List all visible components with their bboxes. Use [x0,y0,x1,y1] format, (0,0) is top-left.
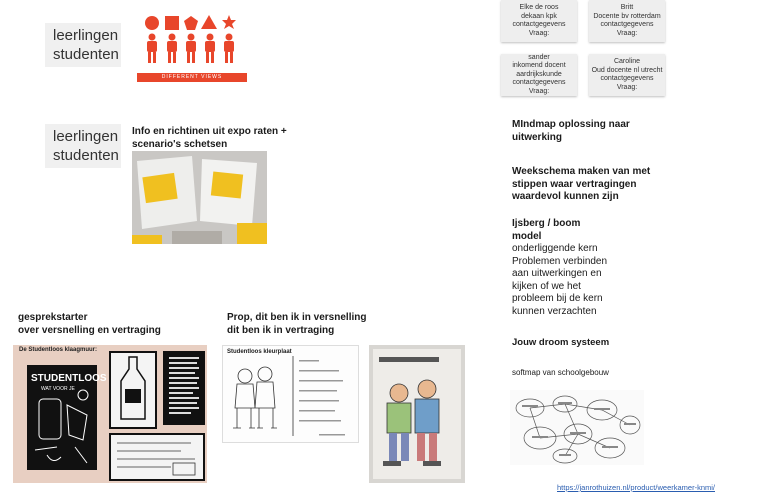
label-studenten: studenten [53,147,119,164]
heading-line: Info en richtinen uit expo raten + [132,126,287,137]
sticky-line: dekaan kpk [521,12,557,20]
kleurplaat-worksheet [222,345,359,443]
softmap-sketch [510,390,644,465]
poster-panel-left [27,365,107,470]
poster-panel-middle [109,351,157,429]
sticky-line: sander [528,53,550,61]
sticky-line: contactgegevens [600,75,654,82]
sticky-line: inkomend docent [512,62,566,70]
expo-image [132,151,267,244]
bottle-sketch [111,353,155,427]
heading-gesprekstarter [18,312,208,337]
worksheet-title: Studentloos kleurplaat [227,349,292,355]
poster-text-lines [163,351,205,425]
heading-line: gesprekstarter [18,312,88,323]
sticky-line: contactgegevens [600,21,654,28]
ijsberg-text [512,218,662,318]
people-shapes-icon [137,12,247,82]
sticky-line: Caroline [613,58,641,65]
heading-line: dit ben ik in vertraging [227,324,335,336]
text-line: kunnen verzachten [512,305,597,317]
softmap-image [510,390,644,465]
sticky-note-elke[interactable] [501,0,577,42]
text-line: MIndmap oplossing naar [512,119,630,130]
sticky-line: Vraag: [616,29,638,37]
text-line: Problemen verbinden [512,255,608,267]
heading-line: over versnelling en vertraging [18,324,161,336]
poster-panel-right [163,351,205,425]
colored-drawing [369,345,465,483]
kleurplaat-photo [369,345,465,483]
sticky-line: Docente bv rotterdam [593,12,661,20]
text-line: Ijsberg / boom [512,218,581,229]
sticky-note-britt[interactable] [589,0,665,42]
sticky-line: Elke de roos [519,4,559,11]
label-box-1 [45,23,121,67]
sticky-line: contactgegevens [512,79,566,87]
weerkamer-link[interactable]: https://janrothuizen.nl/product/weerkamer-knmi/ [557,483,715,492]
text-line: stippen waar vertragingen [512,178,637,190]
sticky-line: contactgegevens [512,21,566,28]
sticky-line: Vraag: [528,29,550,37]
mindmap-text [512,119,662,144]
poster-sub-text: WAT VOOR JE [41,386,75,392]
sticky-line: Oud docente nl utrecht [591,66,663,74]
label-studenten: studenten [53,46,119,63]
text-line: probleem bij de kern [512,293,603,304]
poster-doodles [27,365,97,470]
klaagmuur-poster [13,345,207,483]
label-leerlingen: leerlingen [53,128,119,145]
heading-line: scenario's schetsen [132,138,228,150]
poster-title: De Studentloos klaagmuur: [19,347,98,353]
text-line: aan uitwerkingen en [512,268,602,279]
different-views-logo [137,12,247,82]
label-box-2 [45,124,121,168]
text-line: onderliggende kern [512,243,598,254]
droom-systeem-text: Jouw droom systeem [512,337,610,348]
weekschema-text [512,166,662,204]
softmap-text: softmap van schoolgebouw [512,368,609,377]
sticky-note-caroline[interactable] [589,54,665,96]
sticky-note-sander[interactable] [501,54,577,96]
heading-line: Prop, dit ben ik in versnelling [227,312,367,323]
text-line: waardevol kunnen zijn [512,191,619,202]
expo-photo [132,151,267,244]
text-line: Weekschema maken van met [512,166,651,177]
sticky-line: aardrijkskunde [516,70,562,78]
poster-big-text: STUDENTLOOS [31,373,107,384]
label-leerlingen: leerlingen [53,27,119,44]
logo-text: DIFFERENT VIEWS [161,74,223,80]
text-line: kijken of we het [512,280,581,292]
sticky-line: Vraag: [616,83,638,91]
sticky-line: Britt [620,4,634,11]
poster-panel-bottom [109,433,205,481]
sticky-line: Vraag: [528,87,550,95]
text-line: model [512,230,542,242]
worksheet-drawing [223,346,358,442]
heading-prop [227,312,417,337]
poster-bottom-scribbles [111,435,203,479]
heading-info-richtlijnen [132,126,292,151]
text-line: uitwerking [512,131,563,143]
